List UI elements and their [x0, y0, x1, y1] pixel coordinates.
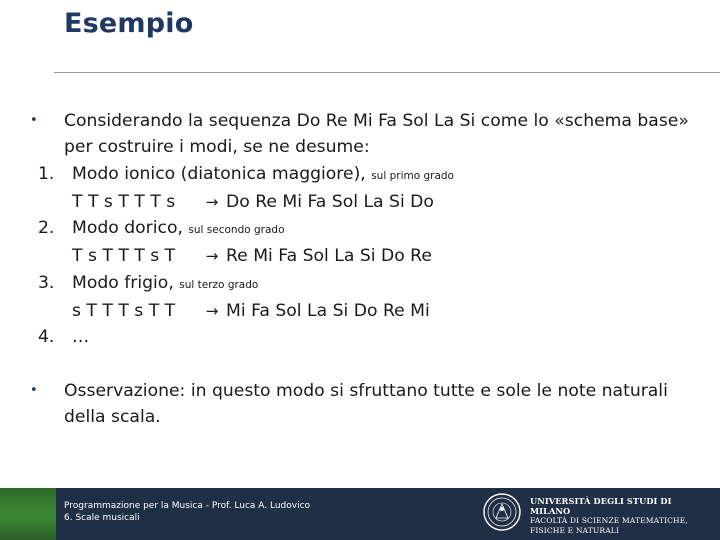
mode-item: [30, 215, 700, 243]
arrow-icon: →: [205, 247, 219, 266]
mode-item: [30, 270, 700, 298]
spacer: [30, 351, 700, 378]
university-logo: [482, 492, 714, 536]
mode-name: Modo ionico (diatonica maggiore),: [72, 163, 366, 184]
arrow-icon: →: [205, 192, 219, 211]
footer-accent-block: [0, 488, 56, 540]
mode-pattern-line: [30, 298, 700, 324]
mode-name: …: [72, 327, 90, 348]
mode-pattern-line: [30, 243, 700, 269]
note-sequence: Mi Fa Sol La Si Do Re Mi: [226, 301, 430, 322]
mode-number: 2.: [38, 218, 55, 239]
university-name: [530, 496, 714, 536]
footer-course-line: Programmazione per la Musica - Prof. Luca A. Ludovico: [64, 501, 311, 511]
footer-bar: [0, 488, 720, 540]
university-seal-icon: [482, 492, 522, 532]
mode-name: Modo frigio,: [72, 272, 174, 293]
mode-number: 4.: [38, 327, 55, 348]
slide-content: [30, 108, 700, 430]
mode-grade: sul primo grado: [371, 169, 454, 182]
interval-pattern: s T T T s T T: [72, 301, 176, 322]
footer-caption: [64, 500, 310, 524]
interval-pattern: T T s T T T s: [72, 191, 176, 212]
faculty-line-1: FACOLTÀ DI SCIENZE MATEMATICHE,: [530, 516, 688, 525]
bullet-text: Osservazione: in questo modo si sfruttano tutte e sole le note naturali della scala.: [64, 380, 668, 427]
faculty-line-2: FISICHE E NATURALI: [530, 526, 620, 535]
mode-name: Modo dorico,: [72, 218, 183, 239]
mode-item: [30, 161, 700, 189]
note-sequence: Do Re Mi Fa Sol La Si Do: [226, 191, 434, 212]
note-sequence: Re Mi Fa Sol La Si Do Re: [226, 246, 432, 267]
slide-title: Esempio: [64, 8, 194, 39]
bullet-item: [30, 108, 700, 161]
interval-pattern: T s T T T s T: [72, 246, 176, 267]
arrow-icon: →: [205, 302, 219, 321]
mode-number: 1.: [38, 163, 55, 184]
mode-number: 3.: [38, 272, 55, 293]
mode-item: [30, 324, 700, 350]
mode-grade: sul secondo grado: [188, 224, 285, 237]
bullet-icon: •: [30, 113, 38, 128]
footer-lesson-line: 6. Scale musicali: [64, 513, 140, 523]
bullet-text: Considerando la sequenza Do Re Mi Fa Sol La Si come lo «schema base» per costruire i modi, se ne desume:: [64, 111, 689, 158]
title-divider: [54, 72, 720, 73]
mode-grade: sul terzo grado: [179, 278, 259, 291]
bullet-icon: •: [30, 382, 38, 398]
bullet-item: [30, 378, 700, 431]
university-title: UNIVERSITÀ DEGLI STUDI DI MILANO: [530, 496, 672, 516]
mode-pattern-line: [30, 189, 700, 215]
